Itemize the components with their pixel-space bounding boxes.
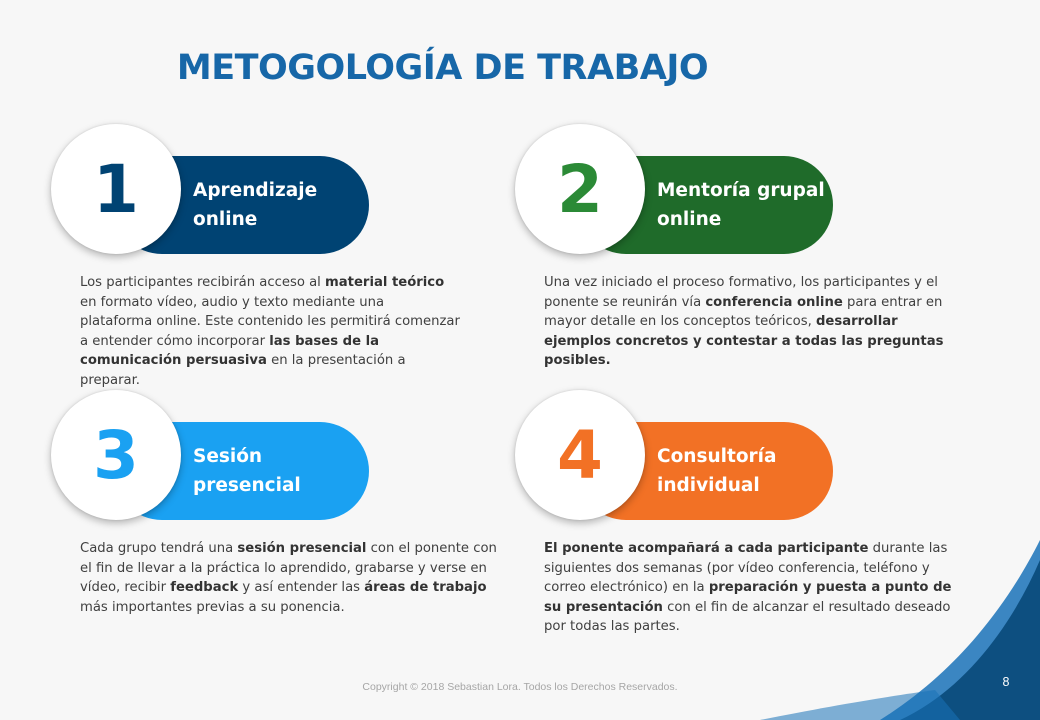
step-2-number: 2 bbox=[557, 150, 603, 228]
body-text: y así entender las bbox=[238, 580, 365, 596]
step-2-title-line-1: Mentoría grupal bbox=[657, 180, 825, 201]
step-4-title-line-1: Consultoría bbox=[657, 446, 777, 467]
step-3-number: 3 bbox=[93, 416, 139, 494]
emphasis-text: conferencia online bbox=[705, 294, 843, 310]
step-4-number: 4 bbox=[557, 416, 603, 494]
step-1-title-line-2: online bbox=[193, 209, 258, 230]
page-title: METOGOLOGÍA DE TRABAJO bbox=[176, 48, 709, 88]
step-4-number-circle bbox=[515, 390, 645, 520]
body-text: Cada grupo tendrá una bbox=[80, 541, 238, 556]
page-number: 8 bbox=[1002, 675, 1010, 689]
step-1-description bbox=[80, 273, 460, 391]
emphasis-text: las bases de la comunicación persuasiva bbox=[80, 333, 380, 369]
emphasis-text: El ponente acompañará a cada participante bbox=[544, 541, 869, 556]
step-3-title-line-1: Sesión bbox=[193, 446, 263, 467]
body-text: durante las siguientes dos semanas (por vídeo conferencia, teléfono y correo electrónico) en la bbox=[544, 541, 948, 596]
step-4-title-line-2: individual bbox=[657, 475, 760, 496]
body-text: con el fin de alcanzar el resultado deseado por todas las partes. bbox=[544, 599, 951, 635]
body-text: en la presentación a preparar. bbox=[80, 353, 406, 388]
step-3-description bbox=[80, 539, 498, 617]
step-2-number-circle bbox=[515, 124, 645, 254]
emphasis-text: material teórico bbox=[325, 275, 445, 290]
body-text: Los participantes recibirán acceso al bbox=[80, 275, 326, 290]
emphasis-text: feedback bbox=[170, 580, 239, 596]
step-1-title-line-1: Aprendizaje bbox=[193, 180, 318, 201]
body-text: con el ponente con el fin de llevar a la práctica lo aprendido, grabarse y verse en vídeo, recibir bbox=[80, 541, 497, 596]
step-1-number: 1 bbox=[93, 150, 139, 228]
copyright-footer: Copyright © 2018 Sebastian Lora. Todos los Derechos Reservados. bbox=[362, 681, 678, 693]
emphasis-text: sesión presencial bbox=[237, 541, 367, 556]
step-3-number-circle bbox=[51, 390, 181, 520]
emphasis-text: desarrollar ejemplos concretos y contestar a todas las preguntas posibles. bbox=[544, 314, 944, 369]
body-text: más importantes previas a su ponencia. bbox=[80, 599, 345, 615]
step-3-title-line-2: presencial bbox=[193, 475, 301, 496]
body-text: para entrar en mayor detalle en los conceptos teóricos, bbox=[544, 294, 943, 330]
emphasis-text: preparación y puesta a punto de su presentación bbox=[544, 580, 952, 615]
step-4-description bbox=[544, 539, 954, 637]
step-2-title-line-2: online bbox=[657, 209, 722, 230]
body-text: Una vez iniciado el proceso formativo, los participantes y el ponente se reunirán vía bbox=[544, 275, 938, 310]
emphasis-text: áreas de trabajo bbox=[364, 580, 487, 596]
step-2-description bbox=[544, 273, 952, 371]
step-1-number-circle bbox=[51, 124, 181, 254]
body-text: en formato vídeo, audio y texto mediante una plataforma online. Este contenido les permitirá comenzar a entender cómo incorporar bbox=[80, 294, 460, 349]
